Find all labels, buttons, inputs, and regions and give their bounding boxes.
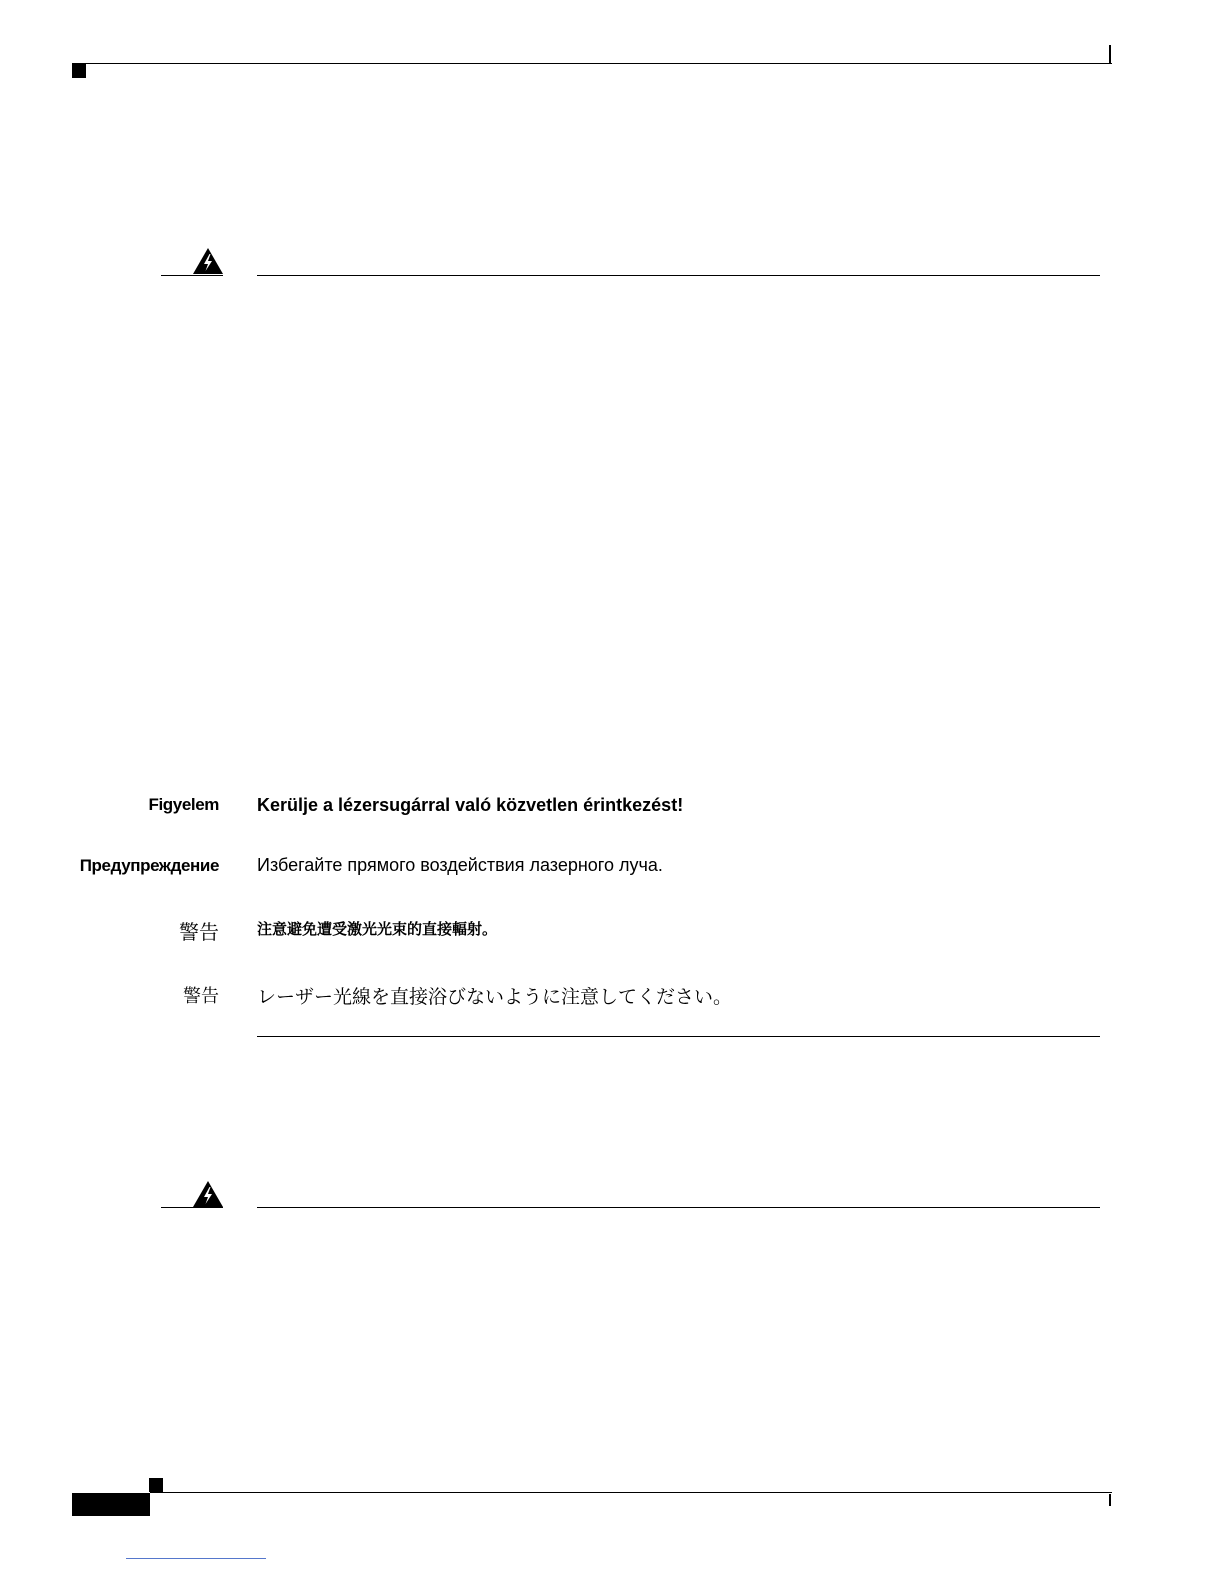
warning-1-bottom-rule <box>257 1036 1100 1037</box>
warning-text: 注意避免遭受激光光束的直接輻射。 <box>257 920 498 938</box>
footer-rule <box>150 1492 1112 1493</box>
header-rule <box>72 63 1112 64</box>
language-label: Предупреждение <box>79 856 219 875</box>
warning-2-top-rule <box>257 1207 1100 1208</box>
footer-right-tick <box>1109 1494 1111 1506</box>
header-right-tick <box>1109 45 1111 64</box>
footer-link-underline[interactable] <box>126 1558 266 1559</box>
warning-text: Избегайте прямого воздействия лазерного луча. <box>257 855 663 875</box>
language-label: 警告 <box>183 986 219 1007</box>
language-label: 警告 <box>179 920 219 944</box>
footer-corner-marker <box>149 1478 163 1492</box>
warning-2-icon-underline <box>161 1207 223 1208</box>
language-label: Figyelem <box>148 795 219 814</box>
warning-text: レーザー光線を直接浴びないように注意してください。 <box>257 986 733 1008</box>
warning-triangle-icon <box>192 1180 224 1208</box>
warning-triangle-icon <box>192 247 224 275</box>
warning-text: Kerülje a lézersugárral való közvetlen érintkezést! <box>257 795 684 815</box>
header-corner-marker <box>72 64 86 78</box>
footer-black-bar <box>72 1493 150 1516</box>
warning-1-icon-underline <box>161 275 223 276</box>
warning-1-top-rule <box>257 275 1100 276</box>
